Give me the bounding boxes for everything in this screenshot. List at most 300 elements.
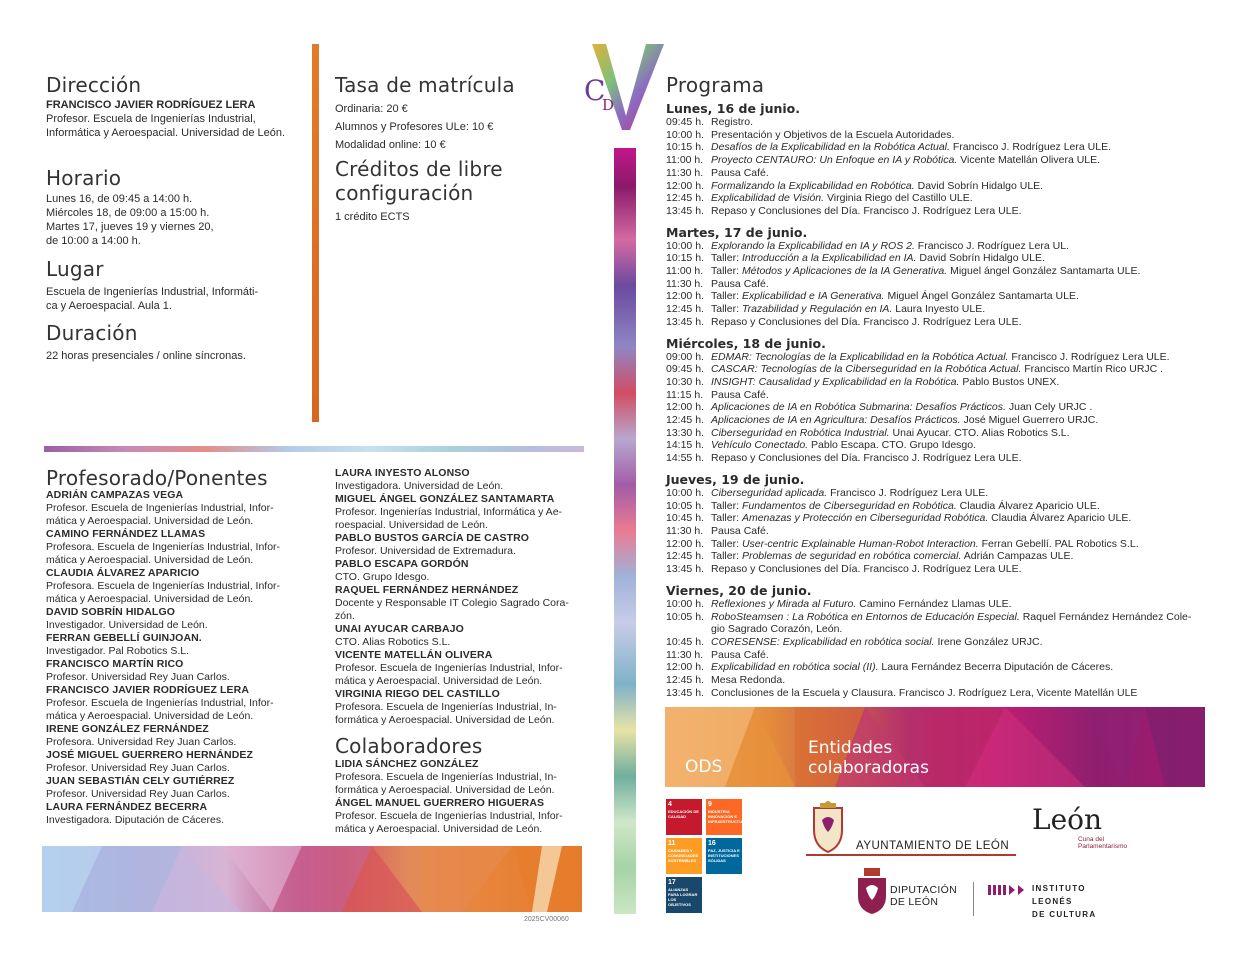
person-entry	[46, 567, 304, 606]
bottom-decorative-band	[42, 846, 582, 912]
person-description: mática y Aeroespacial. Universidad de León.	[335, 823, 543, 835]
schedule-time: 11:30 h.	[666, 524, 704, 537]
schedule-content	[711, 252, 1045, 265]
schedule-title: Explorando la Explicabilidad en IA y ROS 2.	[711, 239, 915, 252]
tasa-line: Ordinaria: 20 €	[335, 103, 408, 115]
person-entry	[335, 649, 585, 688]
schedule-content	[711, 389, 769, 402]
schedule-title: Formalizando la Explicabilidad en Robótica.	[711, 179, 915, 192]
entidades-line: Entidades	[808, 738, 893, 758]
person-description: CTO. Grupo Idesgo.	[335, 571, 430, 583]
day-title: Viernes, 20 de junio.	[666, 582, 812, 598]
schedule-speaker: Pausa Café.	[711, 277, 769, 290]
tasa-title: Tasa de matrícula	[335, 73, 515, 97]
schedule-speaker: David Sobrín Hidalgo ULE.	[914, 179, 1044, 192]
ods-label: ODS	[685, 757, 723, 777]
schedule-row	[666, 363, 1226, 376]
horario-line: Miércoles 18, de 09:00 a 15:00 h.	[46, 207, 210, 219]
schedule-row	[666, 116, 1226, 129]
person-name: CLAUDIA ÁLVAREZ APARICIO	[46, 567, 200, 579]
schedule-title: Introducción a la Explicabilidad en IA.	[741, 252, 917, 265]
schedule-time: 10:05 h.	[666, 499, 704, 512]
cdv-logo	[582, 42, 672, 132]
person-description: mática y Aeroespacial. Universidad de León.	[46, 554, 254, 566]
lugar-title: Lugar	[46, 257, 104, 281]
diputacion-logo	[856, 866, 972, 918]
duracion-title: Duración	[46, 321, 138, 345]
sdg-label: EDUCACIÓN DE CALIDAD	[668, 809, 699, 819]
ilc-line: INSTITUTO	[1032, 884, 1086, 893]
schedule-row	[666, 414, 1226, 427]
person-entry	[46, 606, 304, 632]
schedule-row	[666, 265, 1226, 278]
schedule-content	[711, 427, 1070, 440]
ayuntamiento-logo	[806, 800, 1020, 858]
schedule-row	[666, 687, 1226, 700]
schedule-content	[711, 674, 785, 687]
svg-text:D: D	[602, 96, 615, 114]
person-entry	[46, 749, 304, 775]
sdg-label: PAZ, JUSTICIA E INSTITUCIONES SÓLIDAS	[708, 848, 740, 863]
schedule-content	[711, 525, 769, 538]
person-name: LAURA FERNÁNDEZ BECERRA	[46, 801, 208, 813]
lugar-line: ca y Aeroespacial. Aula 1.	[46, 300, 172, 312]
schedule-time: 10:15 h.	[666, 252, 704, 265]
schedule-speaker: Ferran Gebellí. PAL Robotics S.L.	[978, 537, 1139, 550]
schedule-speaker: Pablo Bustos UNEX.	[959, 375, 1060, 388]
schedule-title: Desafíos de la Explicabilidad en la Robótica Actual.	[711, 141, 950, 154]
person-name: JOSÉ MIGUEL GUERRERO HERNÁNDEZ	[46, 749, 253, 761]
schedule-row	[666, 129, 1226, 142]
diputacion-shield-icon	[856, 866, 888, 916]
orange-divider	[312, 44, 319, 422]
schedule-speaker: Miguel Ángel González Santamarta ULE.	[884, 290, 1079, 303]
schedule-row	[666, 487, 1226, 500]
horario-title: Horario	[46, 166, 122, 190]
horario-line: de 10:00 a 14:00 h.	[46, 235, 141, 247]
schedule-row	[666, 192, 1226, 205]
schedule-speaker: Conclusiones de la Escuela y Clausura. Francisco J. Rodríguez Lera, Vicente Matellán ULE	[711, 686, 1138, 699]
ayuntamiento-text: AYUNTAMIENTO DE LEÓN	[856, 840, 1010, 852]
schedule-time: 10:45 h.	[666, 635, 704, 648]
schedule-speaker: Unai Ayucar. CTO. Alias Robotics S.L.	[889, 426, 1070, 439]
schedule-time: 11:30 h.	[666, 166, 704, 179]
schedule-prefix: Taller:	[711, 499, 742, 512]
schedule-row	[666, 452, 1226, 465]
person-name: JUAN SEBASTIÁN CELY GUTIÉRREZ	[46, 775, 235, 787]
schedule-speaker: Claudia Álvarez Aparicio ULE.	[956, 499, 1100, 512]
person-name: PABLO ESCAPA GORDÓN	[335, 558, 469, 570]
schedule-speaker: Francisco J. Rodríguez Lera ULE.	[1008, 350, 1170, 363]
schedule-speaker: Virginia Riego del Castillo ULE.	[824, 192, 973, 205]
schedule-time: 11:00 h.	[666, 154, 704, 167]
leon-word: León	[1032, 803, 1103, 836]
schedule-row	[666, 351, 1226, 364]
person-entry	[335, 688, 585, 727]
person-entry	[46, 658, 304, 684]
duracion-text: 22 horas presenciales / online síncronas.	[46, 350, 246, 362]
schedule-title: Reflexiones y Mirada al Futuro.	[711, 597, 857, 610]
schedule-time: 12:00 h.	[666, 401, 704, 414]
schedule-time: 13:45 h.	[666, 315, 704, 328]
schedule-prefix: Taller:	[711, 290, 742, 303]
profesorado-col2	[335, 467, 585, 727]
person-entry	[46, 801, 304, 827]
day-title: Jueves, 19 de junio.	[666, 471, 805, 487]
schedule-title: Métodos y Aplicaciones de la IA Generativa.	[741, 265, 948, 278]
schedule-speaker: Pausa Café.	[711, 524, 769, 537]
schedule-row	[666, 290, 1226, 303]
schedule-speaker: Registro.	[711, 116, 754, 128]
sdg-goal-icon	[706, 838, 742, 874]
schedule-content	[711, 611, 1191, 624]
direccion-title: Dirección	[46, 73, 142, 97]
person-description: Investigadora. Diputación de Cáceres.	[46, 814, 225, 826]
person-description: Profesor. Escuela de Ingenierías Industrial, Infor-	[335, 662, 563, 674]
person-entry	[335, 493, 585, 532]
person-entry	[335, 558, 585, 584]
person-description: Profesor. Universidad Rey Juan Carlos.	[46, 671, 230, 683]
schedule-row	[666, 167, 1226, 180]
schedule-content	[711, 303, 985, 316]
sdg-goal-icon	[666, 877, 702, 913]
schedule-prefix: Taller:	[711, 252, 742, 265]
person-description: Profesora. Escuela de Ingenierías Industrial, Infor-	[46, 580, 281, 592]
creditos-title: Créditos de libre	[335, 157, 503, 181]
schedule-time: 09:00 h.	[666, 350, 704, 363]
schedule-row	[666, 240, 1226, 253]
schedule-content	[711, 192, 973, 205]
person-name: IRENE GONZÁLEZ FERNÁNDEZ	[46, 723, 209, 735]
person-name: FRANCISCO JAVIER RODRÍGUEZ LERA	[46, 684, 249, 696]
schedule-speaker: gio Sagrado Corazón, León.	[711, 623, 843, 636]
schedule-speaker: Repaso y Conclusiones del Día. Francisco J. Rodríguez Lera ULE.	[711, 204, 1022, 217]
sdg-number: 4	[668, 801, 672, 808]
schedule-row	[666, 252, 1226, 265]
schedule-content	[711, 550, 1073, 563]
schedule-speaker: Raquel Fernández Hernández Cole-	[1019, 610, 1192, 623]
person-description: Profesor. Escuela de Ingenierías Industrial, Infor-	[46, 697, 274, 709]
person-description: formática y Aeroespacial. Universidad de León.	[335, 714, 555, 726]
schedule-speaker: Presentación y Objetivos de la Escuela Autoridades.	[711, 128, 955, 141]
schedule-content	[711, 598, 1012, 611]
schedule-row	[666, 316, 1226, 329]
schedule-content	[711, 363, 1163, 376]
profesorado-col1	[46, 489, 304, 827]
sdg-label: INDUSTRIA INNOVACIÓN E INFRAESTRUCTURA	[708, 809, 748, 824]
schedule-title: Proyecto CENTAURO: Un Enfoque en IA y Robótica.	[711, 154, 958, 167]
schedule-title: Explicabilidad e IA Generativa.	[741, 290, 885, 303]
schedule-time: 13:45 h.	[666, 204, 704, 217]
person-entry	[335, 532, 585, 558]
schedule-speaker: Vicente Matellán Olivera ULE.	[957, 154, 1101, 167]
schedule-time-blank	[666, 623, 711, 636]
day-title: Martes, 17 de junio.	[666, 224, 808, 240]
schedule-speaker: José Miguel Guerrero URJC.	[960, 414, 1099, 427]
schedule-speaker: Mesa Redonda.	[711, 674, 786, 687]
schedule-content	[711, 116, 753, 129]
schedule-content	[711, 636, 1043, 649]
person-description: Profesor. Ingenierías Industrial, Informática y Ae-	[335, 506, 563, 518]
person-description: mática y Aeroespacial. Universidad de León.	[46, 710, 254, 722]
schedule-row	[666, 598, 1226, 611]
schedule-time: 10:00 h.	[666, 128, 704, 141]
person-entry	[46, 528, 304, 567]
schedule-title: Trazabilidad y Regulación en IA.	[741, 303, 893, 316]
schedule-time: 10:05 h.	[666, 610, 704, 623]
schedule-row	[666, 611, 1226, 624]
person-name: LIDIA SÁNCHEZ GONZÁLEZ	[335, 758, 479, 770]
schedule-content	[711, 439, 976, 452]
entidades-line: colaboradoras	[808, 758, 929, 778]
schedule-content	[711, 687, 1137, 700]
schedule-prefix: Taller:	[711, 303, 742, 316]
schedule-speaker: Repaso y Conclusiones del Día. Francisco J. Rodríguez Lera ULE.	[711, 315, 1022, 328]
direccion-desc: Profesor. Escuela de Ingenierías Industrial, Informática y Aeroespacial. Universidad de León.	[46, 113, 286, 139]
person-description: Profesora. Escuela de Ingenierías Industrial, Infor-	[46, 541, 281, 553]
schedule-time: 13:30 h.	[666, 426, 704, 439]
schedule-speaker: Francisco J. Rodríguez Lera ULE.	[949, 141, 1111, 154]
leon-cuna-logo	[1032, 803, 1142, 852]
schedule-row-continued	[666, 623, 1226, 636]
person-entry	[335, 623, 585, 649]
schedule-time: 13:45 h.	[666, 686, 704, 699]
logo-separator	[973, 882, 974, 916]
schedule-content	[711, 240, 1069, 253]
schedule-row	[666, 550, 1226, 563]
schedule-speaker: Repaso y Conclusiones del Día. Francisco J. Rodríguez Lera ULE.	[711, 452, 1022, 465]
tasa-line: Modalidad online: 10 €	[335, 139, 446, 151]
person-name: ADRIÁN CAMPAZAS VEGA	[46, 489, 184, 501]
sdg-goal-icon	[706, 799, 748, 835]
schedule-speaker: Pausa Café.	[711, 166, 769, 179]
schedule-title: INSIGHT: Causalidad y Explicabilidad en la Robótica.	[711, 375, 960, 388]
person-name: PABLO BUSTOS GARCÍA DE CASTRO	[335, 532, 530, 544]
sdg-label: CIUDADES Y COMUNIDADES SOSTENIBLES	[668, 848, 699, 863]
schedule-time: 12:45 h.	[666, 192, 704, 205]
schedule-content	[711, 290, 1079, 303]
schedule-content	[711, 141, 1111, 154]
sdg-number: 9	[708, 801, 712, 808]
leon-subtitle	[1078, 836, 1127, 850]
schedule-content	[711, 205, 1021, 218]
tasa-line: Alumnos y Profesores ULe: 10 €	[335, 121, 494, 133]
schedule-content	[711, 180, 1043, 193]
schedule-time: 12:00 h.	[666, 290, 704, 303]
direccion-section	[46, 73, 296, 140]
program-day	[666, 101, 1226, 218]
schedule-time: 11:30 h.	[666, 648, 704, 661]
schedule-speaker: Laura Fernández Becerra Diputación de Cáceres.	[878, 661, 1114, 674]
ayuntamiento-shield-icon	[806, 800, 850, 854]
sdg-goal-icon	[666, 838, 702, 874]
schedule-speaker: Repaso y Conclusiones del Día. Francisco J. Rodríguez Lera ULE.	[711, 563, 1022, 576]
schedule-time: 10:00 h.	[666, 239, 704, 252]
schedule-content	[711, 649, 769, 662]
person-name: VIRGINIA RIEGO DEL CASTILLO	[335, 688, 500, 700]
person-description: roespacial. Universidad de León.	[335, 519, 488, 531]
schedule-row	[666, 376, 1226, 389]
person-description: Profesor. Universidad Rey Juan Carlos.	[46, 762, 230, 774]
programa-schedule	[666, 97, 1226, 699]
schedule-speaker: Francisco J. Rodríguez Lera UL.	[914, 239, 1069, 252]
schedule-row	[666, 205, 1226, 218]
schedule-time: 13:45 h.	[666, 563, 704, 576]
horizontal-divider	[44, 446, 584, 452]
person-description: Investigadora. Universidad de León.	[335, 480, 504, 492]
schedule-content	[711, 265, 1140, 278]
program-day	[666, 472, 1226, 576]
schedule-title: User-centric Explainable Human-Robot Interaction.	[741, 537, 979, 550]
schedule-time: 10:00 h.	[666, 486, 704, 499]
schedule-row	[666, 563, 1226, 576]
schedule-time: 12:00 h.	[666, 537, 704, 550]
schedule-content	[711, 376, 1059, 389]
person-name: UNAI AYUCAR CARBAJO	[335, 623, 464, 635]
person-entry	[46, 489, 304, 528]
schedule-title: Fundamentos de Ciberseguridad en Robótica.	[741, 499, 957, 512]
person-description: Profesor. Escuela de Ingenierías Industrial, Infor-	[46, 502, 274, 514]
person-description: Profesor. Universidad de Extremadura.	[335, 545, 516, 557]
schedule-time: 10:15 h.	[666, 141, 704, 154]
schedule-title: Amenazas y Protección en Ciberseguridad Robótica.	[741, 512, 989, 525]
creditos-text: 1 crédito ECTS	[335, 211, 410, 223]
schedule-speaker: Camino Fernández Llamas ULE.	[856, 597, 1012, 610]
person-description: Investigador. Universidad de León.	[46, 619, 208, 631]
schedule-content	[711, 351, 1170, 364]
schedule-speaker: Miguel ángel González Santamarta ULE.	[947, 265, 1141, 278]
schedule-content	[711, 414, 1098, 427]
schedule-speaker: Irene González URJC.	[934, 635, 1043, 648]
person-description: Profesora. Escuela de Ingenierías Industrial, In-	[335, 771, 557, 783]
horario-section	[46, 166, 296, 248]
schedule-speaker: Pablo Escapa. CTO. Grupo Idesgo.	[808, 439, 977, 452]
schedule-content	[711, 129, 954, 142]
schedule-time: 12:00 h.	[666, 661, 704, 674]
schedule-speaker: Pausa Café.	[711, 388, 769, 401]
person-description: mática y Aeroespacial. Universidad de León.	[335, 675, 543, 687]
person-entry	[335, 758, 585, 797]
schedule-content	[711, 538, 1139, 551]
person-name: DAVID SOBRÍN HIDALGO	[46, 606, 175, 618]
schedule-row	[666, 427, 1226, 440]
schedule-prefix: Taller:	[711, 265, 742, 278]
schedule-row	[666, 439, 1226, 452]
schedule-speaker: Adrián Campazas ULE.	[961, 550, 1074, 563]
schedule-row	[666, 636, 1226, 649]
lugar-section	[46, 257, 306, 313]
schedule-title: Explicabilidad en robótica social (II).	[711, 661, 879, 674]
schedule-time: 10:45 h.	[666, 512, 704, 525]
schedule-time: 14:15 h.	[666, 439, 704, 452]
program-day	[666, 225, 1226, 329]
schedule-row	[666, 154, 1226, 167]
schedule-time: 11:30 h.	[666, 277, 704, 290]
schedule-title: CORESENSE: Explicabilidad en robótica social.	[711, 635, 935, 648]
schedule-time: 12:45 h.	[666, 674, 704, 687]
schedule-time: 14:55 h.	[666, 452, 704, 465]
schedule-content	[711, 487, 988, 500]
schedule-row	[666, 661, 1226, 674]
schedule-speaker: Pausa Café.	[711, 648, 769, 661]
schedule-title: Ciberseguridad en Robótica Industrial.	[711, 426, 890, 439]
horario-line: Lunes 16, de 09:45 a 14:00 h.	[46, 193, 193, 205]
diputacion-line: DE LEÓN	[890, 896, 939, 908]
person-name: VICENTE MATELLÁN OLIVERA	[335, 649, 493, 661]
person-entry	[46, 632, 304, 658]
day-title: Lunes, 16 de junio.	[666, 101, 801, 116]
diputacion-line: DIPUTACIÓN	[890, 884, 957, 896]
person-entry	[335, 584, 585, 623]
person-description: Investigador. Pal Robotics S.L.	[46, 645, 189, 657]
program-day	[666, 583, 1226, 700]
sdg-icons	[666, 799, 746, 915]
schedule-content	[711, 401, 1092, 414]
schedule-row	[666, 401, 1226, 414]
schedule-row	[666, 538, 1226, 551]
person-name: CAMINO FERNÁNDEZ LLAMAS	[46, 528, 206, 540]
diputacion-text	[890, 884, 957, 908]
duracion-section	[46, 321, 306, 363]
schedule-speaker: Laura Inyesto ULE.	[892, 303, 986, 316]
schedule-content	[711, 563, 1021, 576]
person-name: FRANCISCO MARTÍN RICO	[46, 658, 184, 670]
schedule-time: 12:45 h.	[666, 550, 704, 563]
schedule-row	[666, 674, 1226, 687]
person-name: MIGUEL ÁNGEL GONZÁLEZ SANTAMARTA	[335, 493, 555, 505]
schedule-speaker: Claudia Álvarez Aparicio ULE.	[988, 512, 1132, 525]
creditos-section	[335, 157, 565, 224]
ilc-logo	[988, 882, 1108, 922]
schedule-content	[711, 316, 1021, 329]
person-name: LAURA INYESTO ALONSO	[335, 467, 470, 479]
person-entry	[335, 467, 585, 493]
schedule-row	[666, 141, 1226, 154]
person-entry	[46, 684, 304, 723]
schedule-title: Ciberseguridad aplicada.	[711, 486, 828, 499]
schedule-time: 12:00 h.	[666, 179, 704, 192]
schedule-title: RoboSteamsen : La Robótica en Entornos de Educación Especial.	[711, 610, 1020, 623]
schedule-prefix: Taller:	[711, 537, 742, 550]
person-description: CTO. Alias Robotics S.L.	[335, 636, 451, 648]
schedule-row	[666, 500, 1226, 513]
decorative-strip	[614, 148, 636, 914]
leon-sub-line: Parlamentarismo	[1078, 843, 1128, 850]
schedule-title: Vehículo Conectado.	[711, 439, 809, 452]
schedule-time: 12:45 h.	[666, 414, 704, 427]
person-description: Docente y Responsable IT Colegio Sagrado Cora-	[335, 597, 569, 609]
schedule-title: Explicabilidad de Visión.	[711, 192, 825, 205]
schedule-row	[666, 525, 1226, 538]
sdg-number: 11	[668, 840, 676, 847]
schedule-title: Problemas de seguridad en robótica comercial.	[741, 550, 962, 563]
person-entry	[46, 775, 304, 801]
schedule-time: 09:45 h.	[666, 116, 704, 128]
schedule-content	[711, 452, 1021, 465]
person-entry	[335, 797, 585, 836]
schedule-speaker: David Sobrín Hidalgo ULE.	[916, 252, 1045, 265]
schedule-title: Aplicaciones de IA en Robótica Submarina: Desafíos Prácticos.	[711, 401, 1006, 414]
person-description: mática y Aeroespacial. Universidad de León.	[46, 515, 254, 527]
schedule-title: Aplicaciones de IA en Agricultura: Desafíos Prácticos.	[711, 414, 961, 427]
schedule-speaker: Francisco J. Rodríguez Lera ULE.	[827, 486, 989, 499]
day-title: Miércoles, 18 de junio.	[666, 335, 826, 351]
schedule-row	[666, 278, 1226, 291]
ods-band	[665, 707, 1205, 787]
sdg-number: 16	[708, 840, 716, 847]
sdg-number: 17	[668, 879, 676, 886]
schedule-prefix: Taller:	[711, 512, 742, 525]
